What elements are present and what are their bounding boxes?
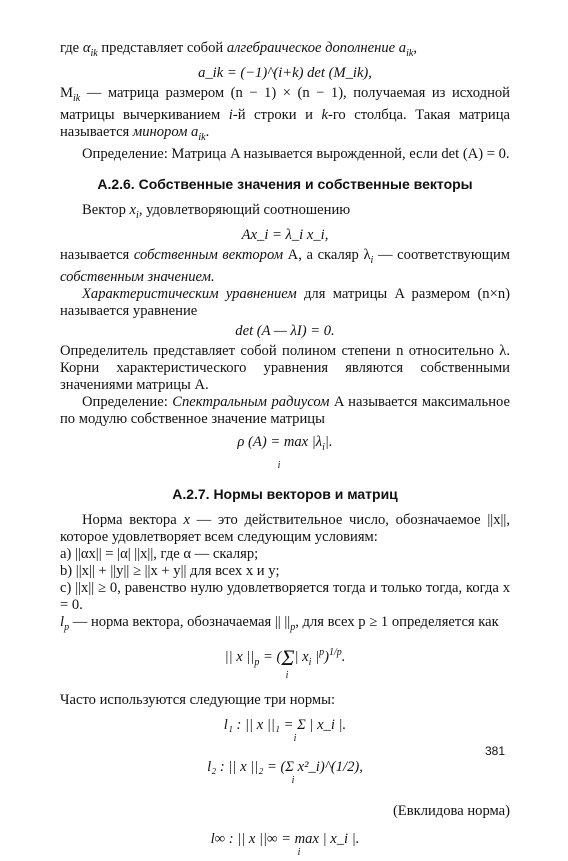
text-span: минором a: [132, 124, 199, 140]
text-span: где: [60, 40, 83, 56]
formula-l2-norm: [60, 759, 510, 786]
page-content: [60, 40, 510, 861]
paragraph-spectral: [60, 394, 510, 428]
text-span: ρ (A) = max |λ: [237, 434, 323, 450]
text-span: — норма вектора, обозначаемая || ||: [69, 614, 291, 630]
text-span: представляет собой: [97, 40, 227, 56]
formula-cofactor: a_ik = (−1)^(i+k) det (M_ik),: [198, 65, 372, 81]
paragraph-lp-norm: [60, 614, 510, 636]
condition-a: a) ||αx|| = |α| ||x||, где α — скаляр;: [60, 546, 259, 562]
text-span: — матрица размером (n − 1) × (n − 1), получаемая из исходной матрицы вычеркиванием: [60, 85, 510, 123]
text-span: x: [129, 202, 137, 218]
text-span: A, а скаляр λ: [283, 247, 371, 263]
text-span: — это действительное число, обозначаемое ||x||, которое удовлетворяет всем следующим условиям:: [60, 512, 510, 545]
text-span: i: [293, 733, 297, 744]
text-span: ,: [413, 40, 417, 56]
text-span: ik: [72, 93, 81, 104]
text-span: = (: [259, 649, 282, 665]
text-span: i: [277, 460, 281, 471]
formula-l1-norm: [60, 717, 510, 744]
text-span: — соответствующим: [373, 247, 511, 263]
text-span: M: [60, 85, 73, 101]
text-span: i: [308, 657, 312, 668]
text-span: собственным вектором: [133, 247, 284, 263]
text-span: называется: [60, 247, 134, 263]
text-span: Характеристическим уравнением: [82, 286, 297, 302]
text-span: i: [228, 107, 233, 123]
text-span: l₂ : || x ||₂ = (Σ x²_i)^(1/2),: [207, 759, 363, 775]
text-span: i: [291, 775, 295, 786]
text-span: Определение:: [82, 394, 173, 410]
text-span: i: [136, 210, 139, 221]
text-span: l: [60, 614, 65, 630]
text-line-1: [60, 40, 510, 62]
section-heading-eigen: А.2.6. Собственные значения и собственные векторы: [97, 176, 473, 192]
text-span: i: [285, 670, 289, 681]
text-span: |.: [324, 434, 333, 450]
text-span: .: [205, 124, 210, 140]
formula-lp-norm: [60, 644, 510, 681]
text-span: ik: [90, 48, 98, 59]
text-span: Спектральным радиусом: [172, 394, 330, 410]
condition-b: b) ||x|| + ||y|| ≥ ||x + y|| для всех x и y;: [60, 563, 280, 579]
section-heading-norms: А.2.7. Нормы векторов и матриц: [172, 486, 398, 502]
text-span: p: [319, 647, 325, 658]
definition-singular: Определение: Матрица A называется вырожденной, если det (A) = 0.: [82, 146, 510, 162]
text-span: i: [297, 847, 301, 858]
formula-characteristic: det (A — λI) = 0.: [235, 323, 335, 339]
text-span: Вектор: [82, 202, 130, 218]
text-span: , для всех p ≥ 1 определяется как: [295, 614, 499, 630]
text-span: , удовлетворяющий соотношению: [138, 202, 351, 218]
paragraph-eigen-intro: [60, 202, 510, 224]
paragraph-norm-def: [60, 512, 510, 546]
text-span: x: [183, 512, 190, 528]
condition-c: c) ||x|| ≥ 0, равенство нулю удовлетворяется тогда и только тогда, когда x = 0.: [60, 580, 510, 613]
euclidean-norm-note: (Евклидова норма): [392, 803, 510, 819]
paragraph-three-norms: Часто используются следующие три нормы:: [60, 692, 336, 708]
text-span: для матрицы A размером (n×n) называется уравнение: [60, 286, 510, 319]
text-span: l∞ : || x ||∞ = max | x_i |.: [210, 831, 360, 847]
text-span: l₁ : || x ||₁ = Σ | x_i |.: [223, 717, 347, 733]
text-span: -го столбца. Такая матрица называется: [60, 107, 511, 140]
formula-linf-norm: [60, 831, 510, 858]
text-span: α: [82, 40, 91, 56]
text-span: .: [341, 649, 346, 665]
text-span: |: [311, 649, 320, 665]
text-span: ): [324, 649, 329, 665]
page-number: 381: [485, 744, 506, 758]
text-span: -й строки и: [232, 107, 322, 123]
text-span: p: [254, 657, 260, 668]
paragraph-eigenvector: [60, 247, 510, 286]
text-span: k: [321, 107, 328, 123]
text-span: ik: [198, 132, 206, 143]
paragraph-determinant: Определитель представляет собой полином степени n относительно λ. Корни характеристического уравнения являются собственными значениями матрицы A.: [60, 343, 510, 393]
text-span: Норма вектора: [82, 512, 184, 528]
text-span: p: [64, 622, 70, 633]
paragraph-minor: [60, 85, 510, 146]
text-span: A называется максимальное по модулю собственное значение матрицы: [60, 394, 510, 427]
text-span: ik: [406, 48, 414, 59]
text-span: a: [395, 40, 407, 56]
formula-spectral-radius: [60, 434, 510, 473]
text-span: || x ||: [224, 649, 255, 665]
formula-eigen: Ax_i = λ_i x_i,: [241, 227, 329, 243]
text-span: i: [370, 255, 374, 266]
text-span: Σ: [281, 645, 295, 670]
text-span: 1/p: [328, 647, 342, 658]
text-span: собственным значением.: [60, 269, 215, 285]
text-span: | x: [294, 649, 309, 665]
text-span: p: [290, 622, 296, 633]
paragraph-characteristic: [60, 286, 510, 320]
text-span: алгебраическое дополнение: [226, 40, 396, 56]
text-span: i: [322, 442, 325, 453]
